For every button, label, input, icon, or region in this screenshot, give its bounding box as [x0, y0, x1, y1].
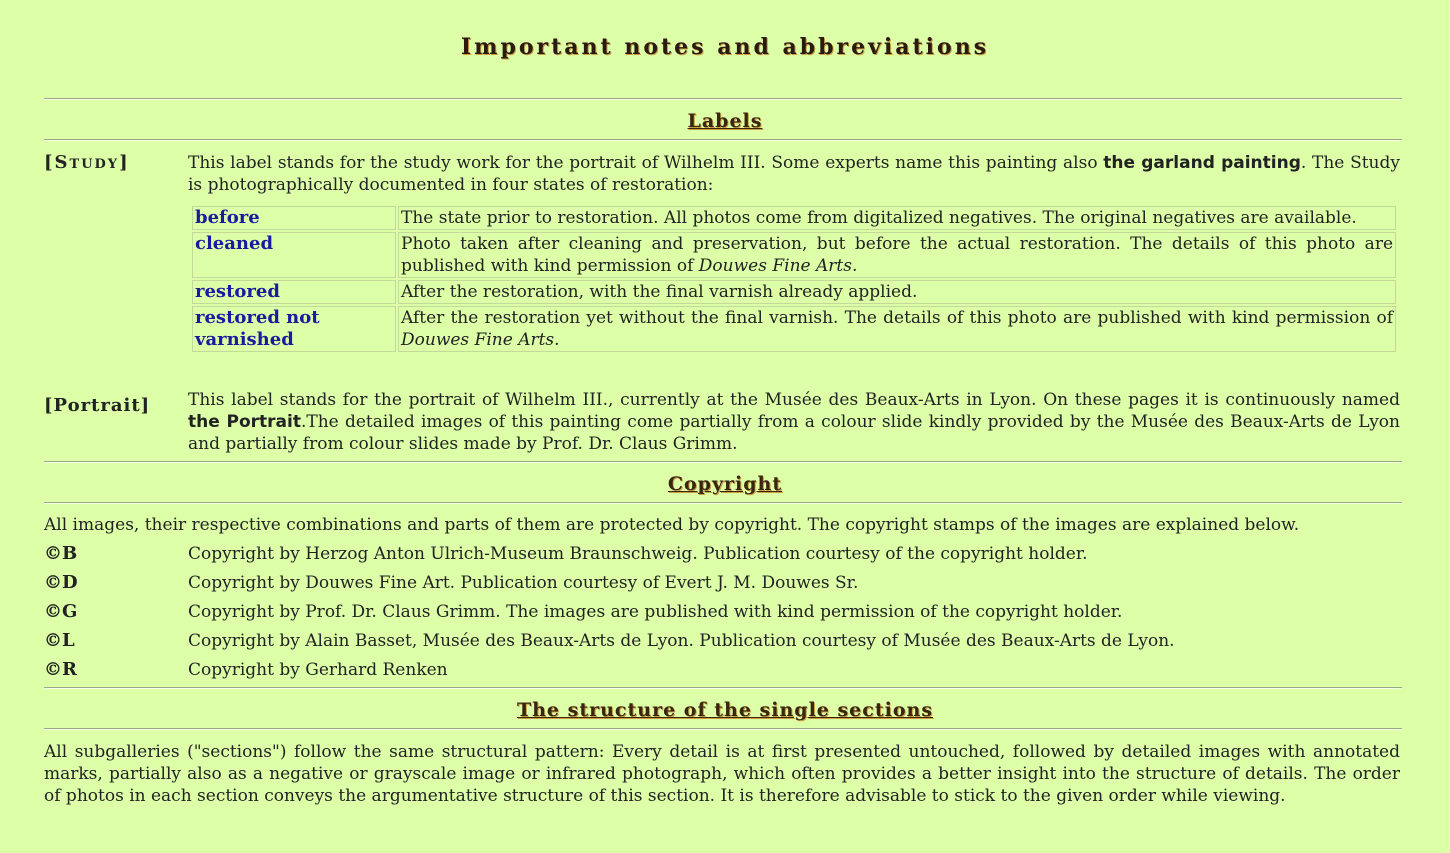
portrait-bold: the Portrait — [188, 412, 301, 432]
study-text-end: . The Study is photographically documented in four states of restoration: — [188, 153, 1400, 195]
copyright-text: Copyright by Douwes Fine Art. Publication courtesy of Evert J. M. Douwes Sr. — [188, 573, 859, 593]
copyright-item — [44, 572, 1404, 596]
state-description — [398, 306, 1396, 352]
copyright-code: ©D — [44, 572, 78, 593]
copyright-heading: Copyright — [667, 473, 783, 495]
copyright-code: ©R — [44, 659, 77, 680]
portrait-text-end: .The detailed images of this painting come partially from a colour slide kindly provided by the Musée des Beaux-Arts de Lyon and partially from colour slides made by Prof. Dr. Claus Grimm. — [188, 412, 1400, 454]
state-desc-text: Photo taken after cleaning and preservation, but before the actual restoration. The details of this photo are published with kind permission of — [401, 234, 1393, 276]
study-label: [Study] — [44, 152, 130, 173]
labels-heading: Labels — [687, 110, 763, 132]
copyright-code: ©L — [44, 630, 75, 651]
study-description — [188, 152, 1400, 196]
page-title: Important notes and abbreviations — [460, 34, 990, 60]
copyright-intro: All images, their respective combinations and parts of them are protected by copyright. The copyright stamps of the images are explained below. — [44, 515, 1300, 535]
table-row — [192, 280, 1396, 304]
portrait-description — [188, 389, 1400, 455]
divider — [44, 461, 1402, 463]
table-row — [192, 232, 1396, 278]
state-desc-end: . — [554, 330, 560, 350]
state-term: cleaned — [192, 232, 396, 278]
state-desc-italic: Douwes Fine Arts — [401, 330, 555, 350]
study-text-start: This label stands for the study work for the portrait of Wilhelm III. Some experts name this painting also — [188, 153, 1104, 173]
state-desc-text: After the restoration yet without the final varnish. The details of this photo are published with kind permission of — [401, 308, 1393, 328]
state-description — [398, 280, 1396, 304]
copyright-text: Copyright by Herzog Anton Ulrich-Museum Braunschweig. Publication courtesy of the copyright holder. — [188, 544, 1088, 564]
copyright-text: Copyright by Gerhard Renken — [188, 660, 448, 680]
table-row — [192, 206, 1396, 230]
state-description — [398, 206, 1396, 230]
state-term: restored not varnished — [192, 306, 396, 352]
divider — [44, 502, 1402, 504]
table-row — [192, 306, 1396, 352]
state-desc-text: After the restoration, with the final varnish already applied. — [401, 282, 918, 302]
copyright-item — [44, 659, 1404, 683]
state-desc-italic: Douwes Fine Arts — [698, 256, 852, 276]
divider — [44, 139, 1402, 141]
copyright-code: ©B — [44, 543, 78, 564]
study-bold: the garland painting — [1103, 153, 1301, 173]
portrait-label: [Portrait] — [44, 395, 151, 416]
divider — [44, 687, 1402, 689]
restoration-states-table — [190, 204, 1398, 354]
state-desc-end: . — [851, 256, 858, 276]
state-description — [398, 232, 1396, 278]
divider — [44, 98, 1402, 100]
structure-heading: The structure of the single sections — [516, 699, 934, 721]
copyright-text: Copyright by Alain Basset, Musée des Beaux-Arts de Lyon. Publication courtesy of Musée des Beaux-Arts de Lyon. — [188, 631, 1175, 651]
copyright-item — [44, 630, 1404, 654]
structure-description: All subgalleries ("sections") follow the same structural pattern: Every detail is at first presented untouched, followed by detailed images with annotated marks, partially also as a negative or grayscale image or infrared photograph, which often provides a better insight into the structure of details. The order of photos in each section conveys the argumentative structure of this section. It is therefore advisable to stick to the given order while viewing. — [44, 742, 1400, 806]
state-term: restored — [192, 280, 396, 304]
divider — [44, 728, 1402, 730]
copyright-text: Copyright by Prof. Dr. Claus Grimm. The images are published with kind permission of the copyright holder. — [188, 602, 1123, 622]
state-desc-text: The state prior to restoration. All photos come from digitalized negatives. The original negatives are available. — [401, 208, 1357, 228]
copyright-code: ©G — [44, 601, 78, 622]
copyright-item — [44, 543, 1404, 567]
copyright-item — [44, 601, 1404, 625]
portrait-text-start: This label stands for the portrait of Wilhelm III., currently at the Musée des Beaux-Arts in Lyon. On these pages it is continuously named — [188, 390, 1400, 410]
state-term: before — [192, 206, 396, 230]
